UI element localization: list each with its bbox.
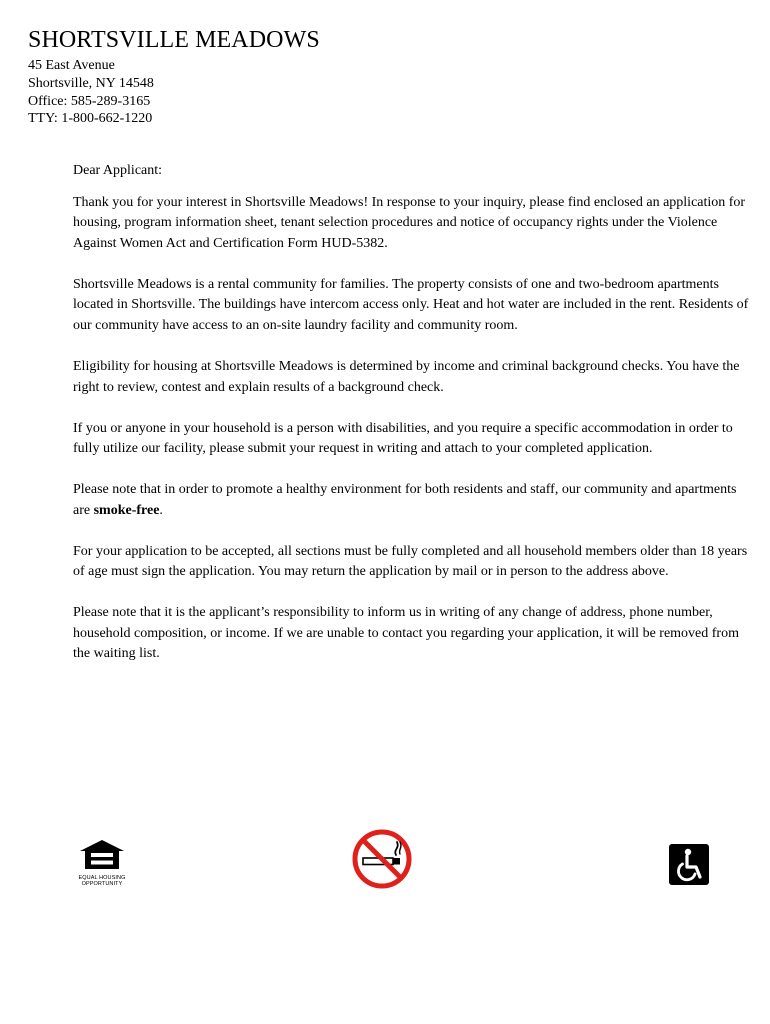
paragraph-interest: Thank you for your interest in Shortsville Meadows! In response to your inquiry, please find enclosed an application for housing, program information sheet, tenant selection procedures and notice of occupancy rights under the Violence Against Women Act and Certification Form HUD-5382. (73, 194, 746, 251)
paragraph-eligibility: Eligibility for housing at Shortsville Meadows is determined by income and criminal background checks. You have the right to review, contest and explain results of a background check. (73, 358, 740, 395)
paragraph-changes: Please note that it is the applicant’s responsibility to inform us in writing of any change of address, phone number, household composition, or income. If we are unable to contact you regarding your application, it will be removed from the waiting list. (73, 605, 739, 662)
paragraph-accommodation: If you or anyone in your household is a person with disabilities, and you require a specific accommodation in order to fully utilize our facility, please submit your request in writing and attach to your completed application. (73, 420, 733, 457)
equal-housing-opportunity-icon (76, 838, 128, 870)
tty-phone: TTY: 1-800-662-1220 (28, 111, 153, 127)
smoke-free-lead: Please note that in order to promote a healthy environment for both residents and staff, our community and apartments are (73, 482, 737, 518)
letter-body (73, 161, 753, 685)
smoke-free-emphasis: smoke-free (93, 502, 160, 518)
equal-housing-opportunity-logo (76, 838, 128, 887)
organization-name: SHORTSVILLE MEADOWS (28, 27, 320, 53)
salutation: Dear Applicant: (73, 163, 163, 178)
equal-housing-caption: EQUAL HOUSING OPPORTUNITY (78, 875, 126, 887)
smoke-free-end: . (159, 502, 163, 518)
paragraph-smoke-free (73, 480, 753, 521)
city-state-zip: Shortsville, NY 14548 (28, 75, 154, 91)
letterhead (28, 26, 320, 128)
no-smoking-icon (352, 829, 412, 889)
paragraph-requirements: For your application to be accepted, all sections must be fully completed and all household members older than 18 years of age must sign the application. You may return the application by mail or in person to the address above. (73, 543, 748, 580)
street-address: 45 East Avenue (28, 58, 115, 73)
wheelchair-accessibility-icon (669, 844, 709, 885)
paragraph-property: Shortsville Meadows is a rental community for families. The property consists of one and two-bedroom apartments located in Shortsville. The buildings have intercom access only. Heat and hot water are included in the rent. Residents of our community have access to an on-site laundry facility and community room. (73, 276, 749, 333)
office-phone: Office: 585-289-3165 (28, 93, 151, 109)
